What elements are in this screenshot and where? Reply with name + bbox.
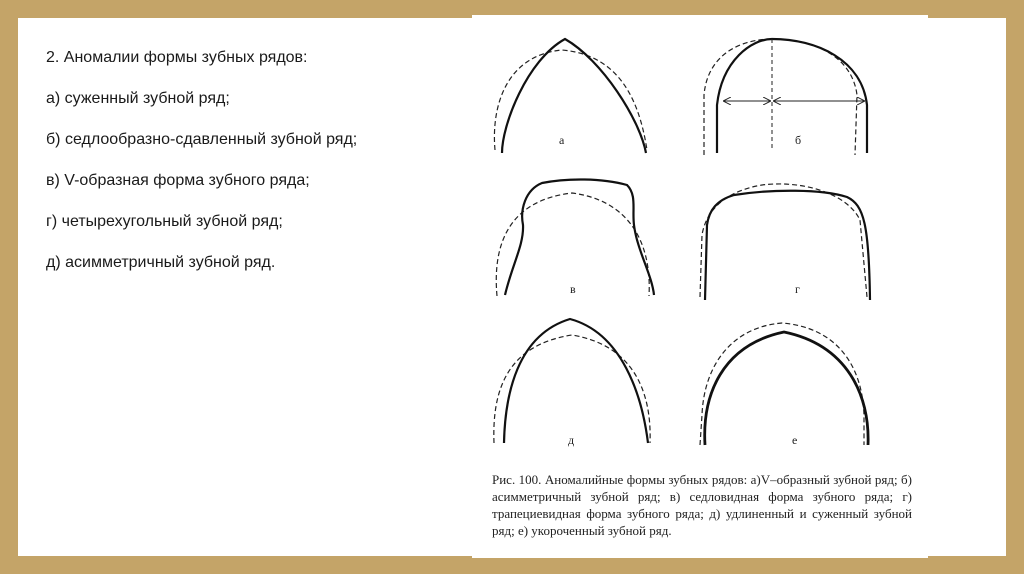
anomaly-arch-a xyxy=(502,39,646,153)
slide xyxy=(18,18,1006,556)
diagram-a xyxy=(494,39,647,153)
diagram-d xyxy=(494,319,650,447)
slide-heading: 2. Аномалии формы зубных рядов: xyxy=(46,49,308,66)
list-item-d: д) асимметричный зубной ряд. xyxy=(46,254,276,271)
figure-caption: Рис. 100. Аномалийные формы зубных рядов: а)V–образный зубной ряд; б) асимметричный зубной ряд; в) седловидная форма зубного ряда; г) трапециевидная форма зубного ряда; д) удлиненный и суженный зубной ряд; е) укороченный зубной ряд. xyxy=(492,472,912,538)
normal-arch-outline-b xyxy=(704,39,857,155)
normal-arch-outline-g xyxy=(700,184,867,297)
diagram-v xyxy=(496,179,654,296)
list-item-g: г) четырехугольный зубной ряд; xyxy=(46,213,283,230)
anomaly-arch-e xyxy=(705,332,868,445)
normal-arch-outline-e xyxy=(700,323,864,445)
list-item-a: а) суженный зубной ряд; xyxy=(46,90,230,107)
diagram-label-g: г xyxy=(795,282,800,296)
diagram-g xyxy=(700,184,870,300)
normal-arch-outline-v xyxy=(496,193,649,296)
list-item-v: в) V-образная форма зубного ряда; xyxy=(46,172,310,189)
diagram-label-b: б xyxy=(795,133,802,147)
diagram-e xyxy=(700,323,868,447)
normal-arch-outline-d xyxy=(494,335,650,443)
anomaly-arch-d xyxy=(504,319,648,443)
anomaly-arch-b xyxy=(717,39,867,153)
diagram-b xyxy=(704,39,867,155)
arch-diagrams xyxy=(472,15,928,465)
diagram-label-e: е xyxy=(792,433,798,447)
diagram-label-d: д xyxy=(568,433,575,447)
diagram-label-v: в xyxy=(570,282,576,296)
anomaly-arch-v xyxy=(505,179,654,295)
anomaly-list xyxy=(46,48,476,294)
list-item-b: б) седлообразно-сдавленный зубной ряд; xyxy=(46,131,358,148)
dental-arch-figure xyxy=(472,15,928,558)
anomaly-arch-g xyxy=(705,191,870,300)
diagram-label-a: а xyxy=(559,133,565,147)
